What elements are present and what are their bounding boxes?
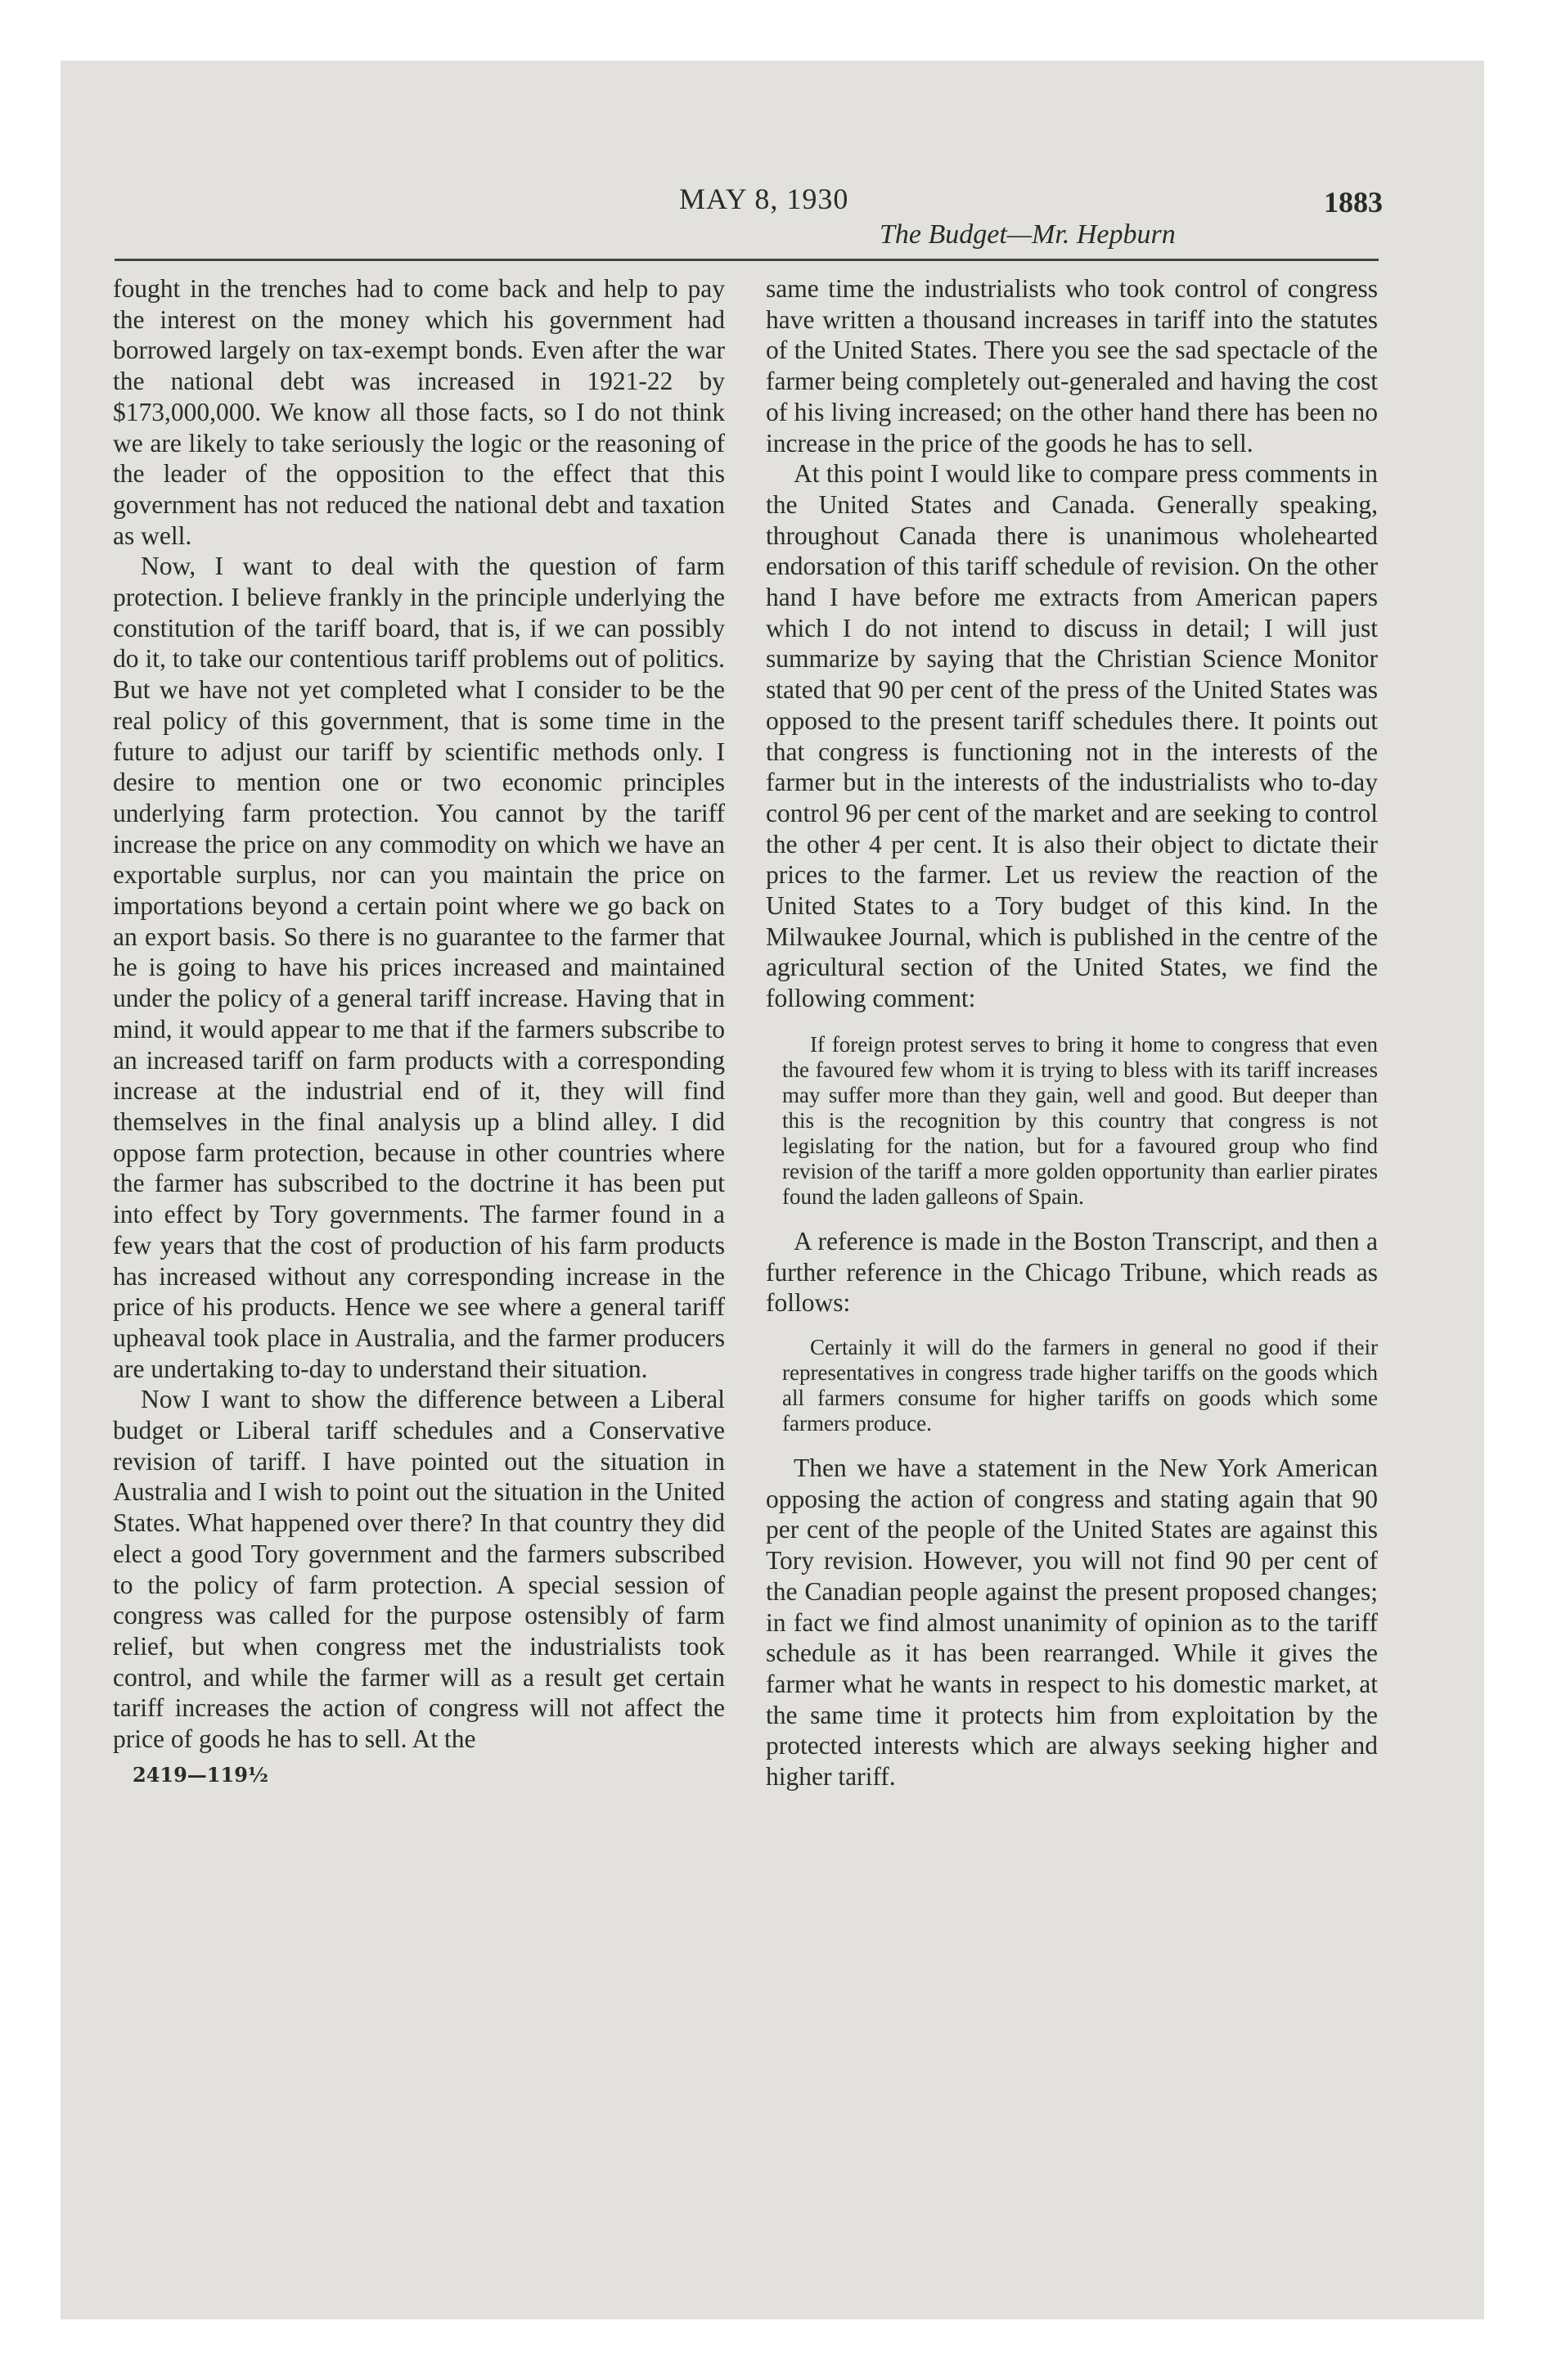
block-quote: If foreign protest serves to bring it home to congress that even the favoured few whom it is trying to bless with its tariff increases may suffer more than they gain, well and good. But deeper than this is the recognition by this country that congress is not legislating for the nation, but for a favoured group who find revision of the tariff a more golden opportunity than earlier pirates found the laden galleons of Spain. [782,1031,1378,1209]
running-title: The Budget—Mr. Hepburn [880,219,1176,250]
page-header [115,182,1432,260]
page-number: 1883 [1324,186,1383,219]
paragraph: Then we have a statement in the New York American opposing the action of congress and stating again that 90 per cent of the people of the United States are against this Tory revision. However, you will not find 90 per cent of the Canadian people against the present proposed changes; in fact we find almost unanimity of opinion as to the tariff schedule as it has been rearranged. While it gives the farmer what he wants in respect to his domestic market, at the same time it protects him from exploitation by the protected interests which are always seeking higher and higher tariff. [766,1453,1378,1792]
header-rule [115,259,1379,261]
left-column [113,273,725,1790]
paragraph: A reference is made in the Boston Transcript, and then a further reference in the Chicago Tribune, which reads as follows: [766,1226,1378,1318]
paragraph: Now I want to show the difference between a Liberal budget or Liberal tariff schedules and a Conservative revision of tariff. I have pointed out the situation in Australia and I wish to point out the situation in the United States. What happened over there? In that country they did elect a good Tory government and the farmers subscribed to the policy of farm protection. A special session of congress was called for the purpose ostensibly of farm relief, but when congress met the industrialists took control, and while the farmer will as a result get certain tariff increases the action of congress will not affect the price of goods he has to sell. At the [113,1385,725,1754]
header-date: MAY 8, 1930 [679,183,849,215]
paragraph: fought in the trenches had to come back and help to pay the interest on the money which his government had borrowed largely on tax-exempt bonds. Even after the war the national debt was increased in 1921-22 by $173,000,000. We know all those facts, so I do not think we are likely to take seriously the logic or the reasoning of the leader of the opposition to the effect that this government has not reduced the national debt and taxation as well. [113,274,725,550]
paragraph: At this point I would like to compare press comments in the United States and Canada. Generally speaking, throughout Canada there is unanimous wholehearted endorsation of this tariff schedule of revision. On the other hand I have before me extracts from American papers which I do not intend to discuss in detail; I will just summarize by saying that the Christian Science Monitor stated that 90 per cent of the press of the United States was opposed to the present tariff schedules there. It points out that congress is functioning not in the interests of the farmer but in the interests of the industrialists who to-day control 96 per cent of the market and are seeking to control the other 4 per cent. It is also their object to dictate their prices to the farmer. Let us review the reaction of the United States to a Tory budget of this kind. In the Milwaukee Journal, which is published in the centre of the agricultural section of the United States, we find the following comment: [766,459,1378,1013]
paragraph: same time the industrialists who took control of congress have written a thousand increases in tariff into the statutes of the United States. There you see the sad spectacle of the farmer being completely out-generaled and having the cost of his living increased; on the other hand there has been no increase in the price of the goods he has to sell. [766,274,1378,458]
paragraph: Now, I want to deal with the question of farm protection. I believe frankly in the principle underlying the constitution of the tariff board, that is, if we can possibly do it, to take our contentious tariff problems out of politics. But we have not yet completed what I consider to be the real policy of this government, that is some time in the future to adjust our tariff by scientific methods only. I desire to mention one or two economic principles underlying farm protection. You cannot by the tariff increase the price on any commodity on which we have an exportable surplus, nor can you maintain the price on importations beyond a certain point where we go back on an export basis. So there is no guarantee to the farmer that he is going to have his prices increased and maintained under the policy of a general tariff increase. Having that in mind, it would appear to me that if the farmers subscribe to an increased tariff on farm products with a corresponding increase at the industrial end of it, they will find themselves in the final analysis up a blind alley. I did oppose farm protection, because in other countries where the farmer has subscribed to the doctrine it has been put into effect by Tory governments. The farmer found in a few years that the cost of production of his farm products has increased without any corresponding increase in the price of his products. Hence we see where a general tariff upheaval took place in Australia, and the farmer producers are undertaking to-day to understand their situation. [113,552,725,1383]
right-column [766,273,1378,1792]
folio-mark: 2419—119½ [133,1762,268,1787]
block-quote: Certainly it will do the farmers in general no good if their representatives in congress trade higher tariffs on the goods which all farmers consume for higher tariffs on goods which some farmers produce. [782,1334,1378,1436]
